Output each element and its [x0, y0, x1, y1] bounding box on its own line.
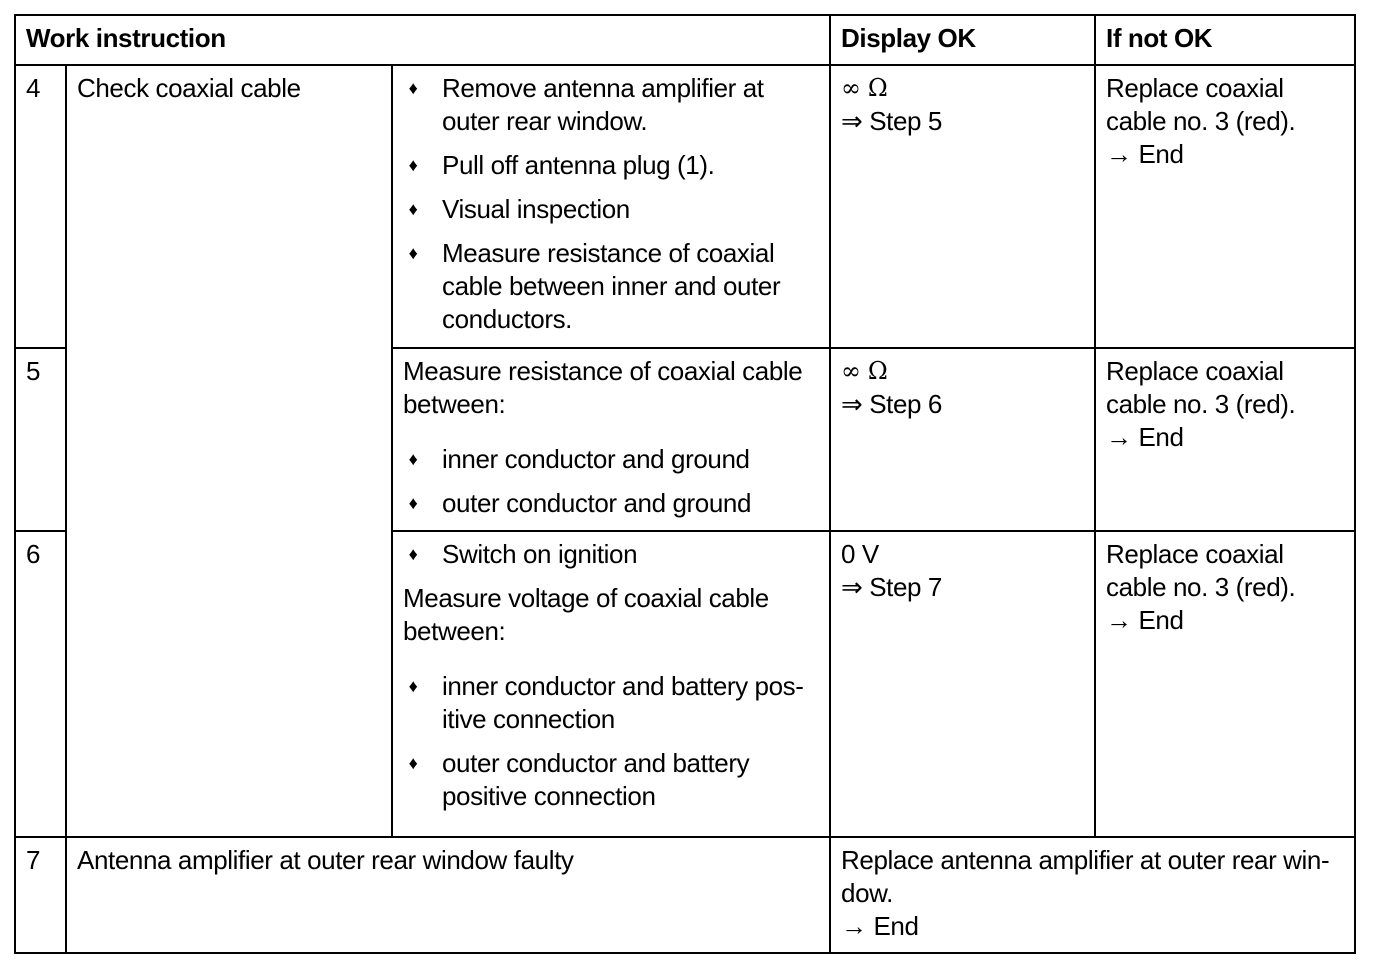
display-ok-next: ⇒ Step 6: [841, 389, 942, 419]
bullet-list: [403, 538, 819, 571]
if-not-ok-end: → End: [1106, 139, 1184, 169]
list-item-text: Pull off antenna plug (1).: [442, 150, 715, 180]
display-ok-value: 0 V: [841, 539, 879, 569]
list-item: [403, 487, 819, 520]
if-not-ok-action: Replace coaxial cable no. 3 (red).: [1106, 73, 1296, 136]
header-work-instruction: Work instruction: [15, 15, 830, 65]
list-item: [403, 72, 819, 138]
step-instructions: [392, 65, 830, 348]
if-not-ok-cell: [1095, 348, 1355, 531]
step-number: 7: [15, 837, 66, 953]
if-not-ok-action: Replace coaxial cable no. 3 (red).: [1106, 539, 1296, 602]
display-ok-value: ∞ Ω: [841, 357, 888, 385]
step-number: 5: [15, 348, 66, 531]
display-ok-cell: [830, 65, 1095, 348]
list-item: [403, 443, 819, 476]
bullet-icon: ♦: [408, 544, 418, 564]
bullet-list: [403, 72, 819, 336]
if-not-ok-end: → End: [1106, 605, 1184, 635]
bullet-icon: ♦: [408, 676, 418, 696]
bullet-icon: ♦: [408, 78, 418, 98]
display-ok-cell: [830, 531, 1095, 837]
header-display-ok: Display OK: [830, 15, 1095, 65]
list-item: [403, 193, 819, 226]
list-item: [403, 747, 819, 813]
list-item-text: Visual inspection: [442, 194, 630, 224]
display-ok-next: ⇒ Step 5: [841, 106, 942, 136]
if-not-ok-cell: [1095, 65, 1355, 348]
if-not-ok-end: → End: [1106, 422, 1184, 452]
step-number: 4: [15, 65, 66, 348]
list-item: [403, 237, 819, 336]
display-ok-cell: [830, 348, 1095, 531]
display-ok-value: ∞ Ω: [841, 74, 888, 102]
work-instruction-table: [14, 14, 1356, 954]
display-ok-next: ⇒ Step 7: [841, 572, 942, 602]
if-not-ok-cell: [1095, 531, 1355, 837]
bullet-icon: ♦: [408, 449, 418, 469]
header-row: [15, 15, 1355, 65]
list-item-text: Measure resistance of coaxial cable between inner and outer conductors.: [442, 238, 781, 334]
instruction-intro: Measure voltage of coaxial cable between:: [403, 583, 769, 646]
fault-description: Antenna amplifier at outer rear window faulty: [66, 837, 830, 953]
step-number: 6: [15, 531, 66, 837]
bullet-icon: ♦: [408, 493, 418, 513]
bullet-icon: ♦: [408, 243, 418, 263]
step-row-7: [15, 837, 1355, 953]
group-label: Check coaxial cable: [66, 65, 392, 837]
bullet-icon: ♦: [408, 199, 418, 219]
instruction-intro: Measure resistance of coaxial cable between:: [403, 356, 803, 419]
list-item-text: inner conductor and battery pos-itive connection: [442, 671, 804, 734]
fault-action-cell: [830, 837, 1355, 953]
bullet-icon: ♦: [408, 155, 418, 175]
list-item-text: outer conductor and ground: [442, 488, 752, 518]
list-item-text: Switch on ignition: [442, 539, 638, 569]
list-item: [403, 149, 819, 182]
bullet-list: [403, 443, 819, 520]
step-row-4: [15, 65, 1355, 348]
step-instructions: [392, 348, 830, 531]
list-item-text: outer conductor and battery positive connection: [442, 748, 750, 811]
list-item-text: inner conductor and ground: [442, 444, 750, 474]
list-item: [403, 538, 819, 571]
header-if-not-ok: If not OK: [1095, 15, 1355, 65]
bullet-icon: ♦: [408, 753, 418, 773]
bullet-list: [403, 670, 819, 813]
step-instructions: [392, 531, 830, 837]
fault-action: Replace antenna amplifier at outer rear win-dow.: [841, 845, 1330, 908]
list-item-text: Remove antenna amplifier at outer rear window.: [442, 73, 764, 136]
if-not-ok-action: Replace coaxial cable no. 3 (red).: [1106, 356, 1296, 419]
fault-action-end: → End: [841, 911, 919, 941]
list-item: [403, 670, 819, 736]
